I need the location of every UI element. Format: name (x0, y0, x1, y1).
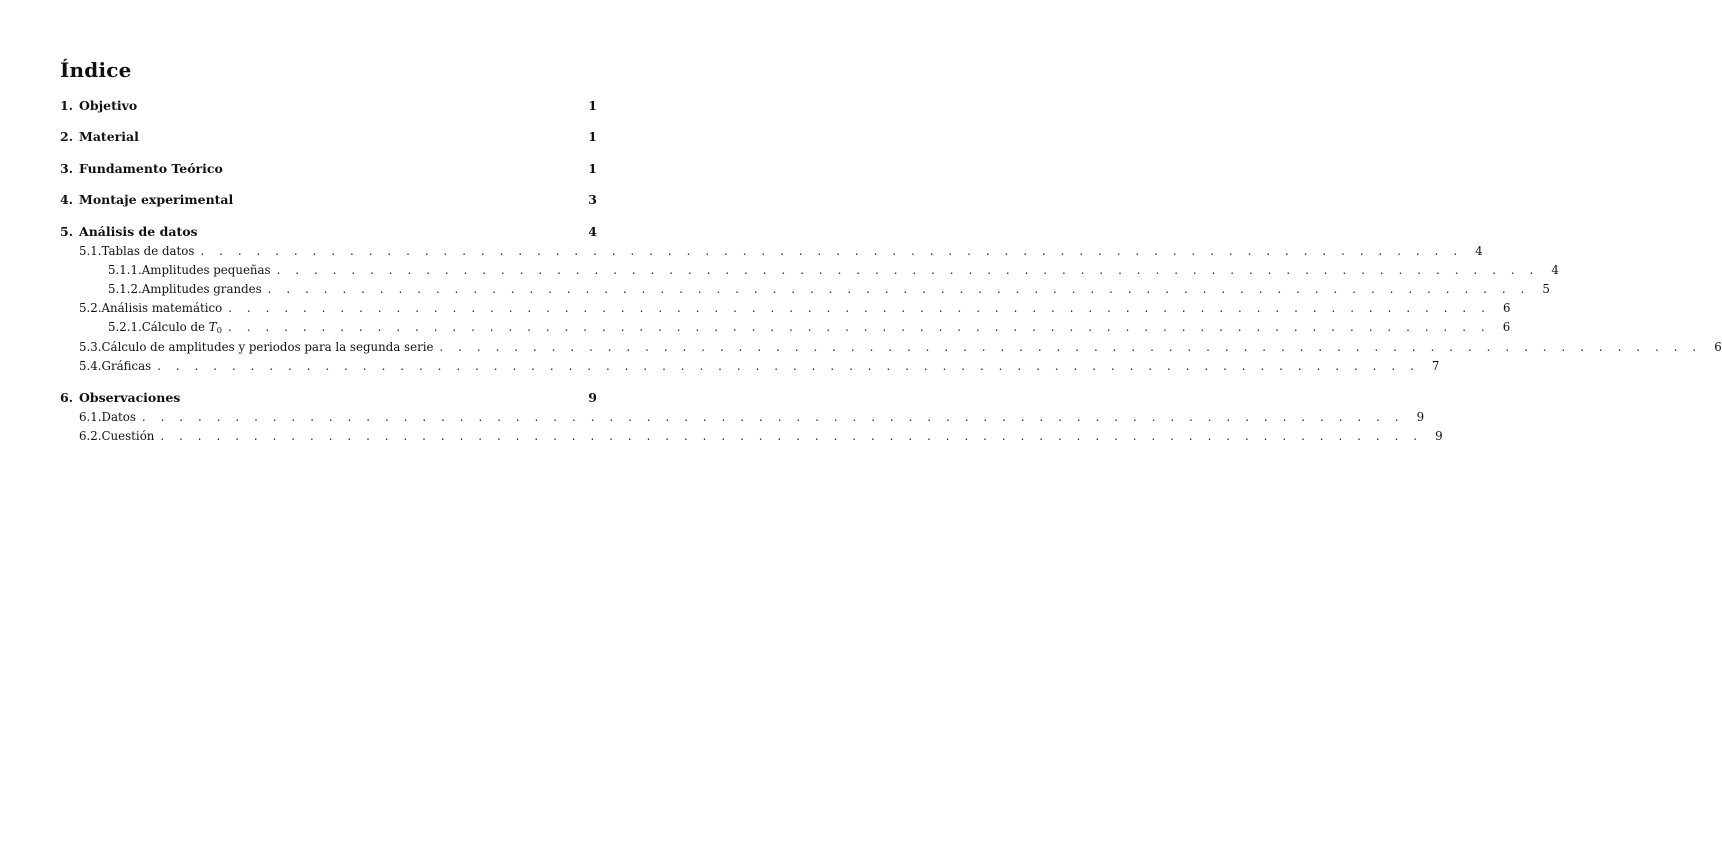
section-title: Objetivo (79, 98, 138, 113)
page-number: 5 (1542, 282, 1550, 296)
section-number: 3. (60, 161, 74, 176)
section-number: 5.2. (79, 301, 102, 315)
section-title: Tablas de datos (101, 244, 195, 258)
page-number: 9 (588, 390, 597, 405)
section-title: Fundamento Teórico (79, 161, 223, 176)
section-number: 1. (60, 98, 74, 113)
toc-entry-amplitudes-pequenas[interactable] (108, 263, 1559, 277)
page-number: 6 (1714, 340, 1722, 354)
toc-entry-graficas[interactable] (79, 359, 1440, 373)
math-symbol: T (208, 320, 217, 334)
page-number: 1 (588, 98, 597, 113)
section-number: 5.1.2. (108, 282, 142, 296)
dot-leader: . . . . . . . . . . . . . . . . . . . . . . . . . . . . . . . . . . . . . . . . . . . . . . . . . . . . . . . . . . . . . . . . . . . . (141, 410, 1405, 424)
toc-entry-objetivo[interactable] (60, 98, 597, 113)
page-number: 4 (588, 224, 597, 239)
section-title: Montaje experimental (79, 192, 234, 207)
toc-entry-cuestion[interactable] (79, 429, 1443, 443)
page-number: 3 (588, 192, 597, 207)
page-number: 6 (1502, 301, 1511, 315)
toc-entry-calculo-amplitudes-periodos[interactable] (79, 340, 1722, 354)
page-number: 1 (588, 129, 597, 144)
section-number: 5. (60, 224, 74, 239)
math-subscript: 0 (216, 326, 223, 337)
section-number: 5.3. (79, 340, 102, 354)
section-title: Cuestión (101, 429, 155, 443)
section-title: Material (79, 129, 139, 144)
section-number: 4. (60, 192, 74, 207)
dot-leader: . . . . . . . . . . . . . . . . . . . . . . . . . . . . . . . . . . . . . . . . . . . . . . . . . . . . . . . . . . . . . . . . . . . . (276, 263, 1539, 277)
toc-entry-analisis-matematico[interactable] (79, 301, 1511, 315)
section-number: 6. (60, 390, 74, 405)
section-title: Gráficas (101, 359, 152, 373)
page-title: Índice (60, 58, 132, 82)
toc-entry-analisis-de-datos[interactable] (60, 224, 597, 239)
section-title: Análisis matemático (101, 301, 223, 315)
section-title: Análisis de datos (79, 224, 198, 239)
toc-entry-amplitudes-grandes[interactable] (108, 282, 1550, 296)
dot-leader: . . . . . . . . . . . . . . . . . . . . . . . . . . . . . . . . . . . . . . . . . . . . . . . . . . . . . . . . . . . . . . . . . . . . (200, 244, 1463, 258)
page-number: 7 (1431, 359, 1440, 373)
dot-leader: . . . . . . . . . . . . . . . . . . . . . . . . . . . . . . . . . . . . . . . . . . . . . . . . . . . . . . . . . . . . . . . . . . . . (228, 320, 1491, 334)
section-title: Cálculo de T0 (141, 320, 223, 337)
toc-entry-montaje-experimental[interactable] (60, 192, 597, 207)
toc-entry-fundamento-teorico[interactable] (60, 161, 597, 176)
section-number: 2. (60, 129, 74, 144)
toc-entry-datos[interactable] (79, 410, 1425, 424)
page-number: 4 (1475, 244, 1483, 258)
toc-entry-calculo-de-t0[interactable] (108, 320, 1511, 337)
section-title: Amplitudes pequeñas (141, 263, 271, 277)
dot-leader: . . . . . . . . . . . . . . . . . . . . . . . . . . . . . . . . . . . . . . . . . . . . . . . . . . . . . . . . . . . . . . . . . . . . (439, 340, 1702, 354)
section-number: 6.2. (79, 429, 102, 443)
section-number: 5.1.1. (108, 263, 142, 277)
page-number: 9 (1435, 429, 1443, 443)
dot-leader: . . . . . . . . . . . . . . . . . . . . . . . . . . . . . . . . . . . . . . . . . . . . . . . . . . . . . . . . . . . . . . . . . . . . (267, 282, 1530, 296)
section-number: 5.2.1. (108, 320, 142, 334)
page-number: 9 (1416, 410, 1425, 424)
dot-leader: . . . . . . . . . . . . . . . . . . . . . . . . . . . . . . . . . . . . . . . . . . . . . . . . . . . . . . . . . . . . . . . . . . . . (160, 429, 1423, 443)
section-title: Amplitudes grandes (141, 282, 262, 296)
section-title: Cálculo de amplitudes y periodos para la segunda serie (101, 340, 434, 354)
toc-entry-observaciones[interactable] (60, 390, 597, 405)
section-number: 6.1. (79, 410, 102, 424)
section-title: Datos (101, 410, 136, 424)
dot-leader: . . . . . . . . . . . . . . . . . . . . . . . . . . . . . . . . . . . . . . . . . . . . . . . . . . . . . . . . . . . . . . . . . . . . (228, 301, 1491, 315)
page-number: 4 (1551, 263, 1559, 277)
toc-entry-material[interactable] (60, 129, 597, 144)
dot-leader: . . . . . . . . . . . . . . . . . . . . . . . . . . . . . . . . . . . . . . . . . . . . . . . . . . . . . . . . . . . . . . . . . . . . (157, 359, 1420, 373)
page-number: 1 (588, 161, 597, 176)
toc-entry-tablas-de-datos[interactable] (79, 244, 1483, 258)
page-number: 6 (1502, 320, 1511, 334)
section-title: Observaciones (79, 390, 181, 405)
section-number: 5.1. (79, 244, 102, 258)
section-number: 5.4. (79, 359, 102, 373)
